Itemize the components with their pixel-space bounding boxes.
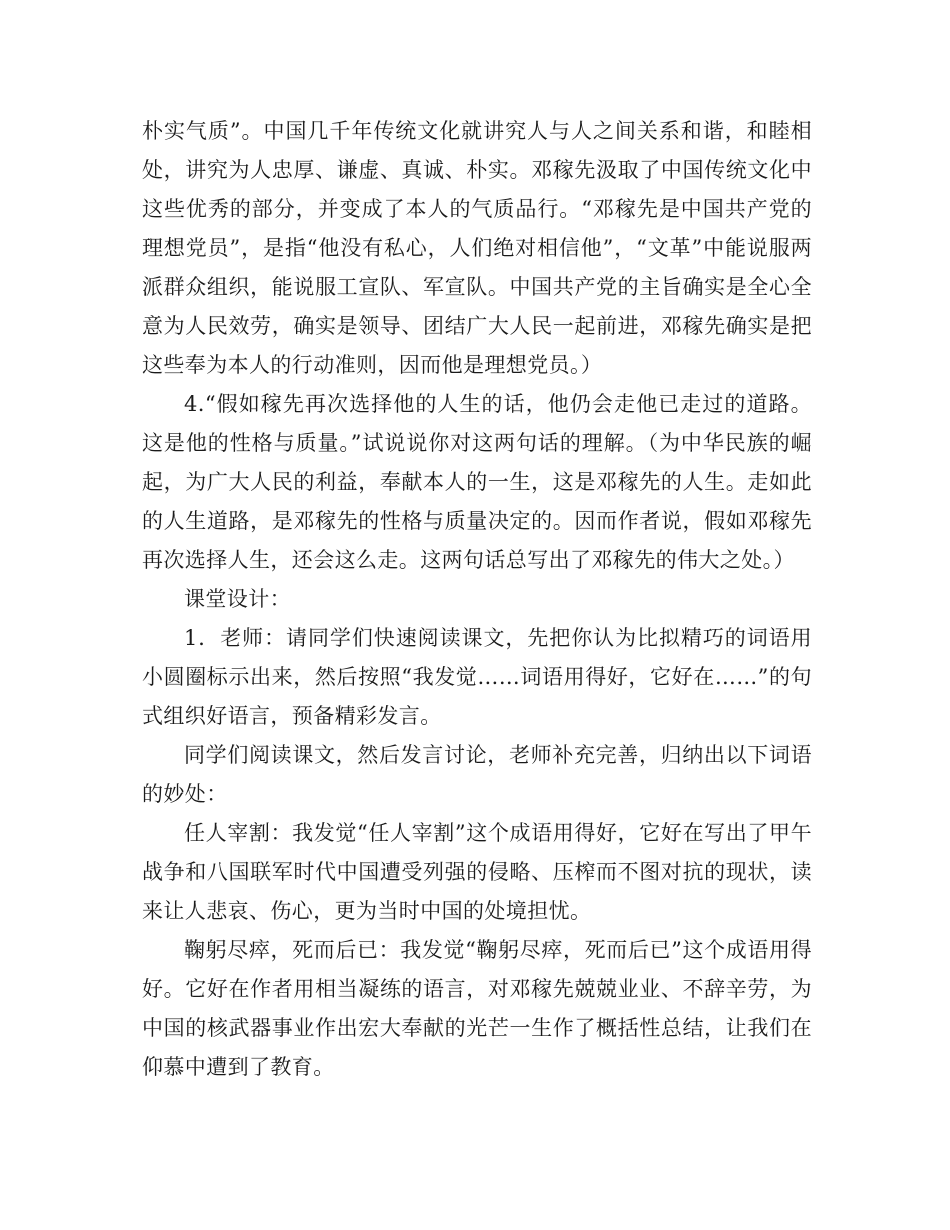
paragraph-question-4: 4.“假如稼先再次选择他的人生的话，他仍会走他已走过的道路。这是他的性格与质量。”试说说你对这两句话的理解。（为中华民族的崛起，为广大人民的利益，奉献本人的一生，这是邓稼先的人生。走如此的人生道路，是邓稼先的性格与质量决定的。因而作者说，假如邓稼先再次选择人生，还会这么走。这两句话总写出了邓稼先的伟大之处。） [142, 392, 812, 572]
paragraph-word-ren-ren-zai-ge: 任人宰割：我发觉“任人宰割”这个成语用得好，它好在写出了甲午战争和八国联军时代中国遭受列强的侵略、压榨而不图对抗的现状，读来让人悲哀、伤心，更为当时中国的处境担忧。 [142, 821, 812, 923]
paragraph-continuation: 朴实气质”。中国几千年传统文化就讲究人与人之间关系和谐，和睦相处，讲究为人忠厚、谦虚、真诚、朴实。邓稼先汲取了中国传统文化中这些优秀的部分，并变成了本人的气质品行。“邓稼先是中国共产党的理想党员”，是指“他没有私心，人们绝对相信他”，“文革”中能说服两派群众组织，能说服工宣队、军宣队。中国共产党的主旨确实是全心全意为人民效劳，确实是领导、团结广大人民一起前进，邓稼先确实是把这些奉为本人的行动准则，因而他是理想党员。） [142, 119, 812, 377]
paragraph-student-discussion: 同学们阅读课文，然后发言讨论，老师补充完善，归纳出以下词语的妙处： [142, 743, 812, 806]
document-body [142, 112, 812, 1087]
paragraph-lesson-design-heading: 课堂设计： [184, 587, 291, 611]
paragraph-word-ju-gong-jin-cui: 鞠躬尽瘁，死而后已：我发觉“鞠躬尽瘁，死而后已”这个成语用得好。它好在作者用相当凝练的语言，对邓稼先兢兢业业、不辞辛劳，为中国的核武器事业作出宏大奉献的光芒一生作了概括性总结，让我们在仰慕中遭到了教育。 [142, 938, 812, 1079]
paragraph-teacher-instruction: 1．老师：请同学们快速阅读课文，先把你认为比拟精巧的词语用小圆圈标示出来，然后按照“我发觉……词语用得好，它好在……”的句式组织好语言，预备精彩发言。 [142, 626, 812, 728]
